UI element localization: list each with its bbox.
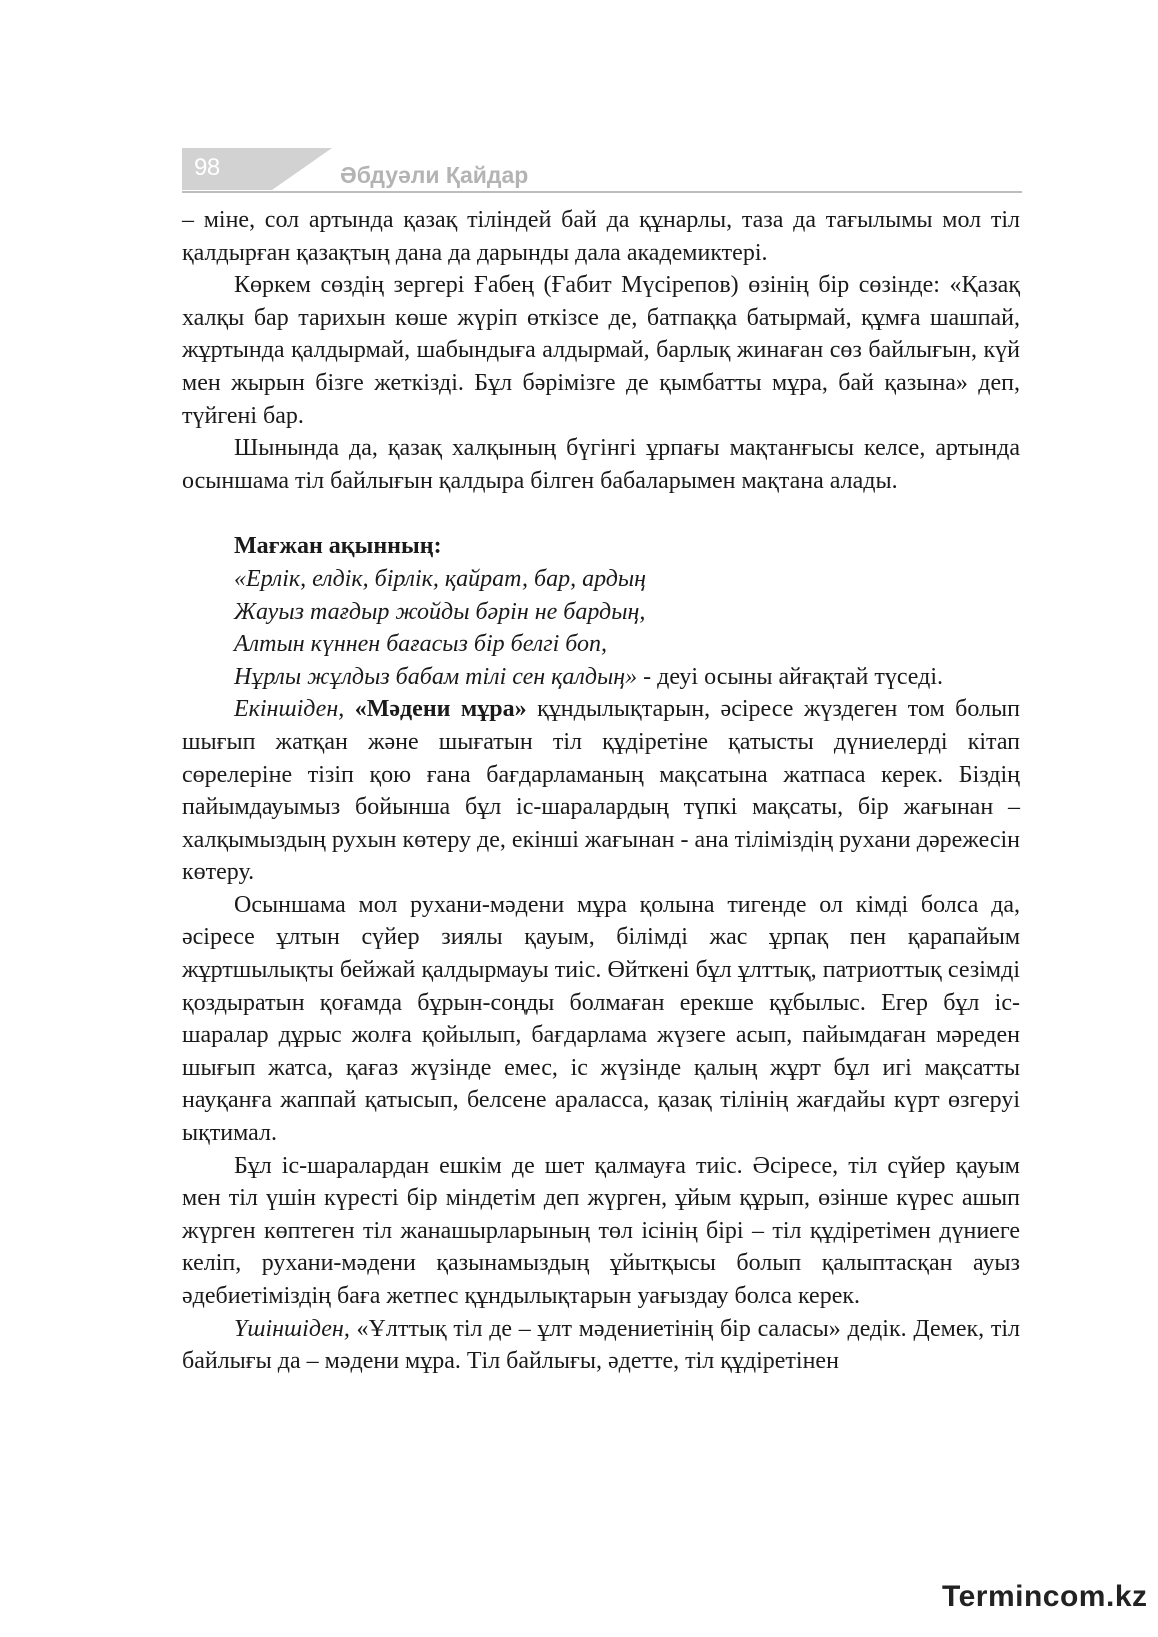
verse-line-4: Нұрлы жұлдыз бабам тілі сен қалдың» - деуі осыны айғақтай түседі. <box>234 663 944 690</box>
paragraph-7: Үшіншіден, «Ұлттық тіл де – ұлт мәдениетінің бір саласы» дедік. Демек, тіл байлығы да – мәдени мұра. Тіл байлығы, әдетте, тіл құдіретінен <box>182 1315 1020 1375</box>
header-rule <box>182 191 1022 193</box>
spacer <box>182 497 1020 530</box>
header-wedge <box>272 148 332 190</box>
watermark-logo: Termincom.kz <box>942 1580 1148 1613</box>
paragraph-1: – міне, сол артында қазақ тіліндей бай да құнарлы, таза да тағылымы мол тіл қалдырған қазақтың дана да дарынды дала академиктері. <box>182 207 1020 266</box>
verse-line-1: «Ерлік, елдік, бірлік, қайрат, бар, ардың <box>234 565 647 592</box>
body-text <box>182 204 1020 1378</box>
page-header <box>182 148 1022 194</box>
page-number: 98 <box>194 154 220 181</box>
paragraph-3: Шынында да, қазақ халқының бүгінгі ұрпағы мақтанғысы келсе, артында осыншама тіл байлығын қалдыра білген бабаларымен мақтана алады. <box>182 435 1020 494</box>
paragraph-6: Бұл іс-шаралардан ешкім де шет қалмауға тиіс. Әсіресе, тіл сүйер қауым мен тіл үшін күресті бір міндетім деп жүрген, ұйым құрып, өзінше күрес ашып жүрген көптеген тіл жанашырларының төл ісінің бірі – тіл құдіретімен дүниеге келіп, рухани-мәдени қазынамыздың ұйытқысы болып қалыптасқан ауыз әдебиетіміздің баға жетпес құндылықтарын уағыздау болса керек. <box>182 1152 1020 1309</box>
verse-line-3: Алтын күннен бағасыз бір белгі боп, <box>234 631 608 658</box>
verse-line-2: Жауыз тағдыр жойды бәрін не бардың, <box>234 598 646 625</box>
paragraph-2: Көркем сөздің зергері Ғабең (Ғабит Мүсірепов) өзінің бір сөзінде: «Қазақ халқы бар тарихын көше жүріп өткізсе де, батпаққа батырмай, құмға шашпай, жұртында қалдырмай, шабындыға алдырмай, барлық жинаған сөз байлығын, күй мен жырын бізге жеткізді. Бұл бәрімізге де қымбатты мұра, бай қазына» деп, түйгені бар. <box>182 272 1020 429</box>
page-number-box <box>182 148 272 190</box>
running-head-author: Әбдуәли Қайдар <box>340 162 529 188</box>
paragraph-4: Екіншіден, «Мәдени мұра» құндылықтарын, әсіресе жүздеген том болып шығып жатқан және шығатын тіл құдіретіне қатысты дүниелерді кітап сөрелеріне тізіп қою ғана бағдарламаның мақсатына жатпаса керек. Біздің пайымдауымыз бойынша бұл іс-шаралардың түпкі мақсаты, бір жағынан – халқымыздың рухын көтеру де, екінші жағынан - ана тіліміздің рухани дәрежесін көтеру. <box>182 696 1021 886</box>
verse-heading: Мағжан ақынның: <box>234 533 442 560</box>
paragraph-5: Осыншама мол рухани-мәдени мұра қолына тигенде ол кімді болса да, әсіресе ұлтын сүйер зиялы қауым, білімді жас ұрпақ пен қарапайым жұртшылықты бейжай қалдырмауы тиіс. Өйткені бұл ұлттық, патриоттық сезімді қоздыратын қоғамда бұрын-соңды болмаған ерекше құбылыс. Егер бұл іс-шаралар дұрыс жолға қойылып, бағдарлама жүзеге асып, пайымдаған мәреден шығып жатса, қағаз жүзінде емес, іс жүзінде қалың жұрт бұл игі мақсатты науқанға жаппай қатысып, белсене араласса, қазақ тілінің жағдайы күрт өзгеруі ықтимал. <box>182 891 1020 1147</box>
